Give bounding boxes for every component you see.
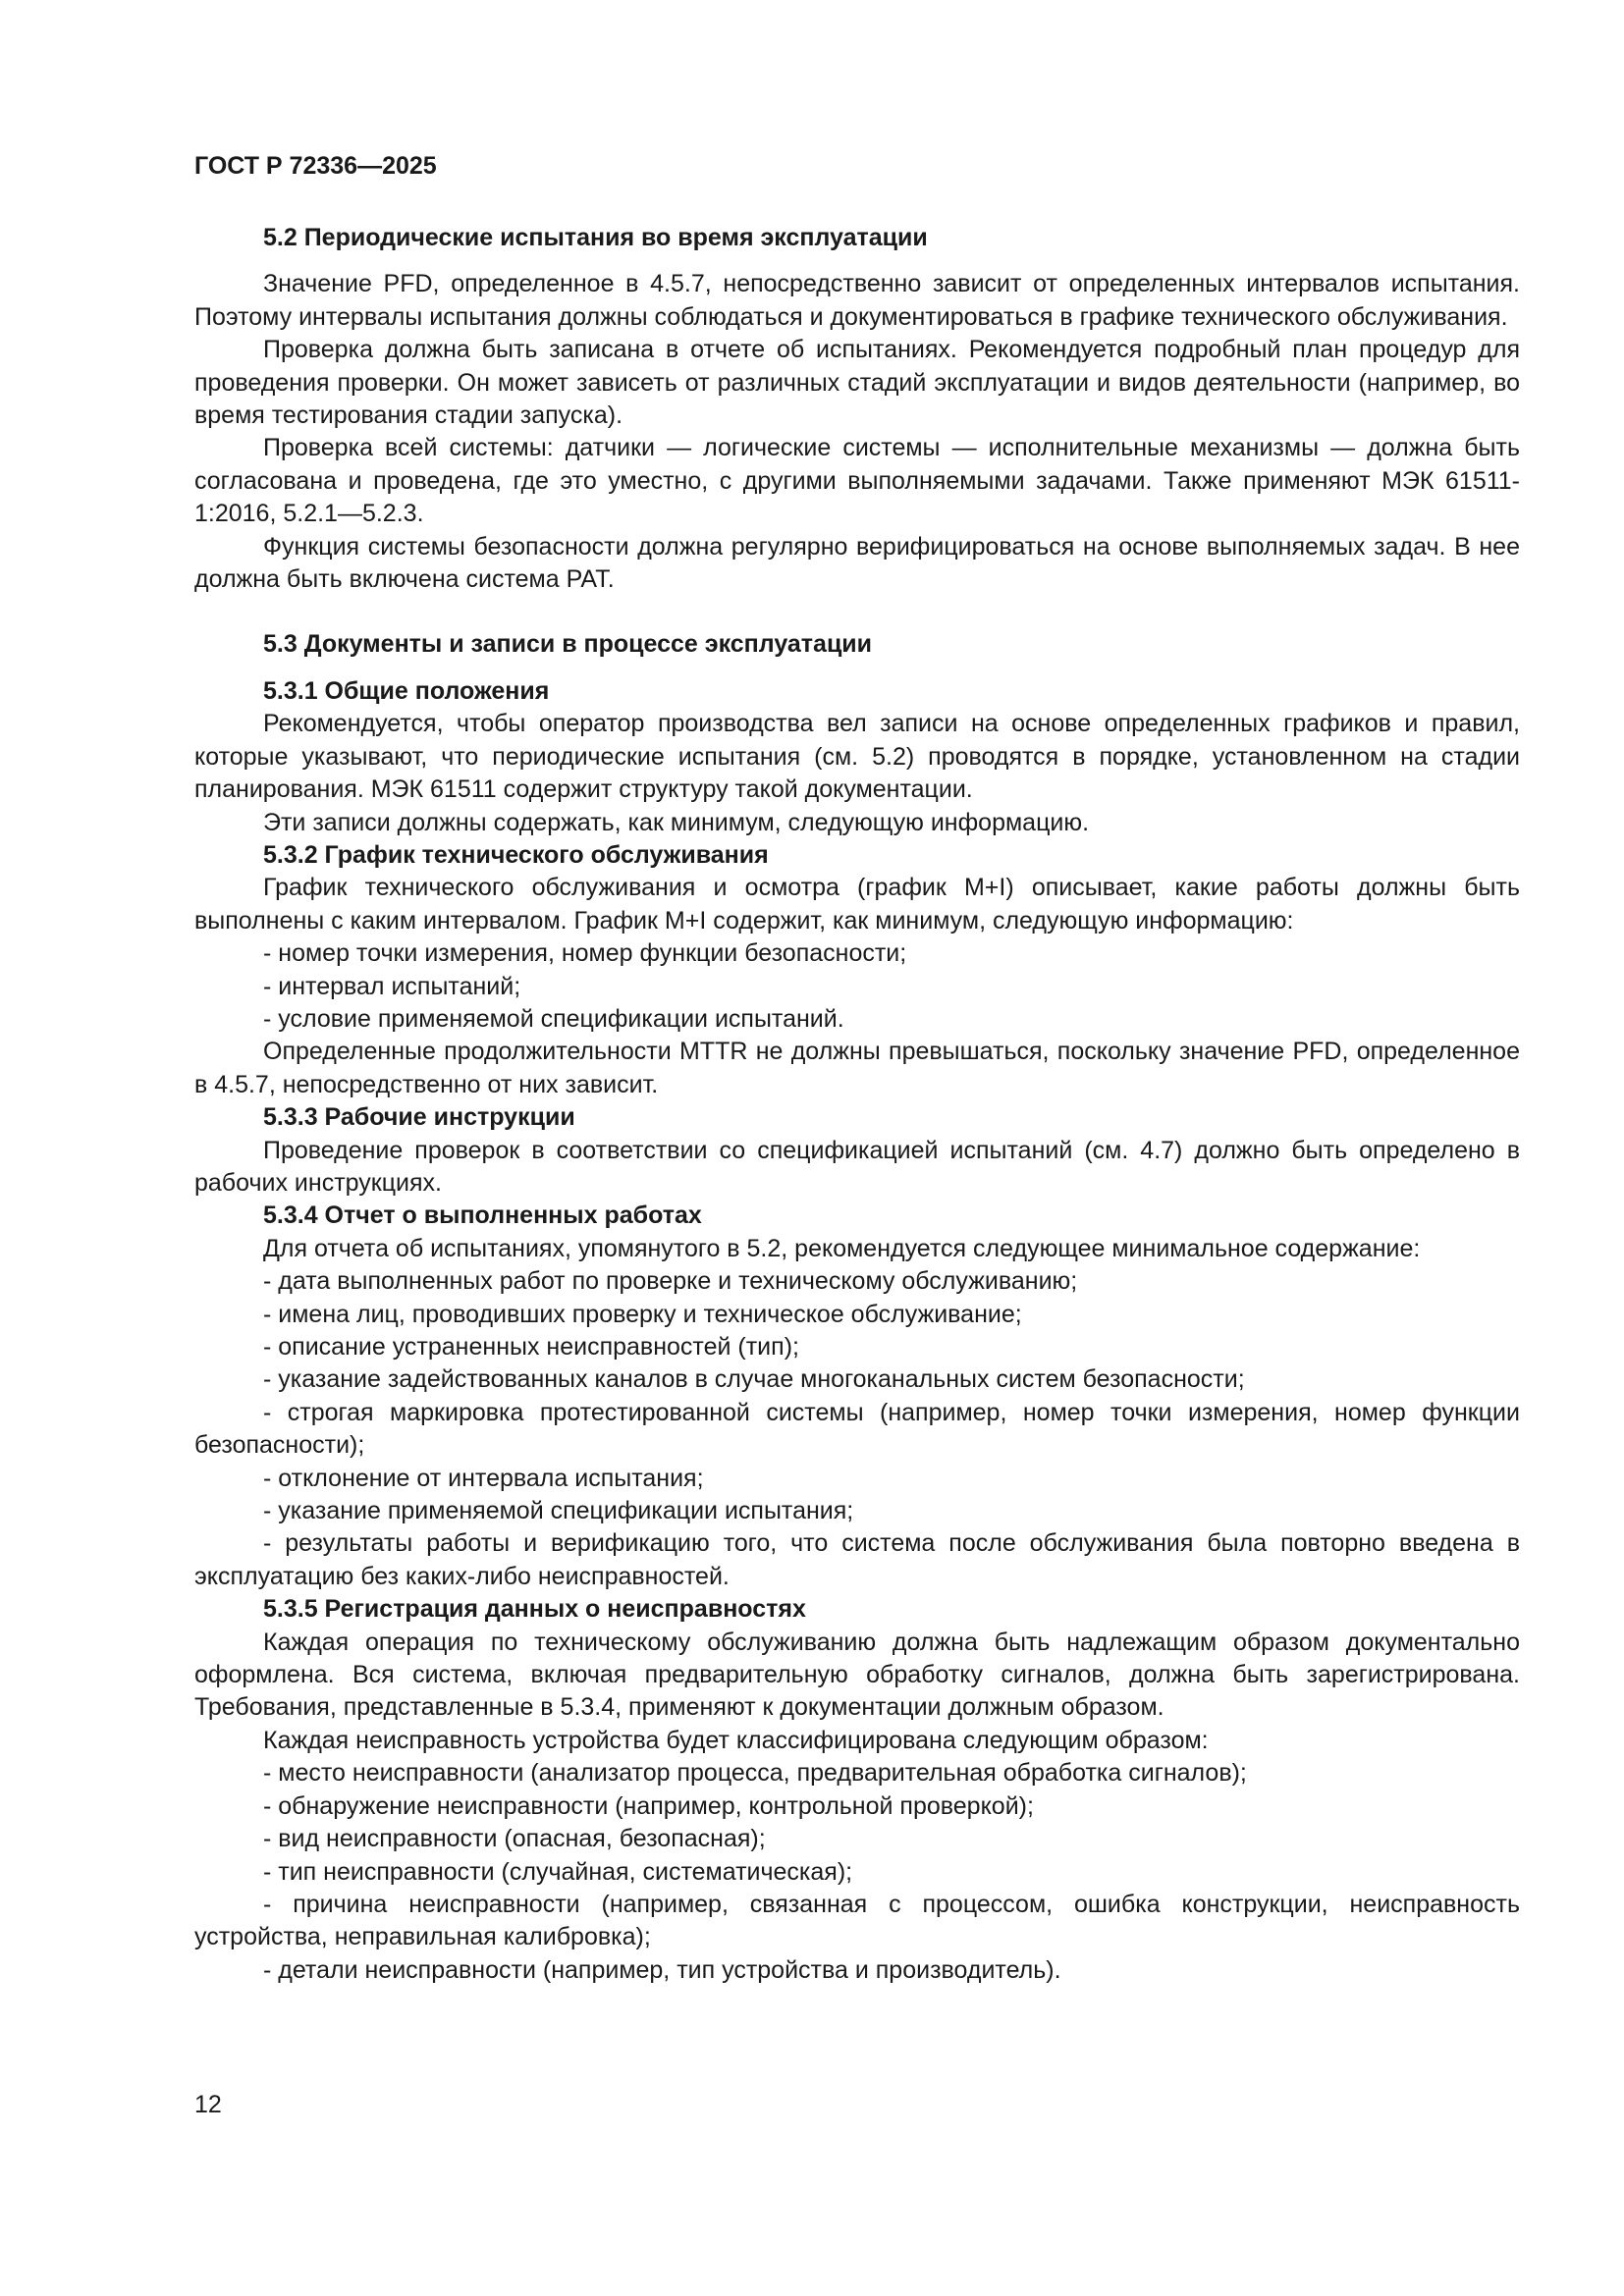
list-item: - детали неисправности (например, тип устройства и производитель). (263, 1955, 1061, 1984)
section-5-3-2-title: 5.3.2 График технического обслуживания (263, 840, 769, 869)
page-content (194, 222, 1520, 1987)
list-item: - номер точки измерения, номер функции безопасности; (263, 939, 907, 968)
list-item: - условие применяемой спецификации испытаний. (263, 1004, 844, 1033)
section-5-3-5-paragraph-2: Каждая неисправность устройства будет классифицирована следующим образом: (263, 1726, 1209, 1754)
section-5-3-1-paragraph-1: Рекомендуется, чтобы оператор производства вел записи на основе определенных графиков и правил, которые указывают, что периодические испытания (см. 5.2) проводятся в порядке, установленном на стадии планирования. МЭК 61511 содержит структуру такой документации. (194, 710, 1520, 804)
section-5-3-3-title: 5.3.3 Рабочие инструкции (263, 1103, 575, 1132)
list-item: - указание применяемой спецификации испытания; (263, 1497, 854, 1525)
section-5-3-3-paragraph-1: Проведение проверок в соответствии со спецификацией испытаний (см. 4.7) должно быть определено в рабочих инструкциях. (194, 1136, 1520, 1197)
list-item: - место неисправности (анализатор процесса, предварительная обработка сигналов); (263, 1759, 1247, 1788)
list-item: - имена лиц, проводивших проверку и техническое обслуживание; (263, 1300, 1022, 1328)
list-item: - интервал испытаний; (263, 972, 521, 1000)
section-5-2-paragraph-1: Значение PFD, определенное в 4.5.7, непосредственно зависит от определенных интервалов испытания. Поэтому интервалы испытания должны соблюдаться и документироваться в графике технического обслуживания. (194, 270, 1520, 331)
section-5-3-4-title: 5.3.4 Отчет о выполненных работах (263, 1201, 702, 1230)
section-5-3-4-paragraph-1: Для отчета об испытаниях, упомянутого в 5.2, рекомендуется следующее минимальное содержание: (263, 1234, 1421, 1262)
list-item: - описание устраненных неисправностей (тип); (263, 1333, 799, 1361)
section-5-3-2-paragraph-1: График технического обслуживания и осмотра (график M+I) описывает, какие работы должны быть выполнены с каким интервалом. График M+I содержит, как минимум, следующую информацию: (194, 874, 1520, 934)
list-item: - дата выполненных работ по проверке и техническому обслуживанию; (263, 1267, 1078, 1296)
section-5-2-paragraph-3: Проверка всей системы: датчики — логические системы — исполнительные механизмы — должна быть согласована и проведена, где это уместно, с другими выполняемыми задачами. Также применяют МЭК 61511-1:2016, 5.2.1—5.2.3. (194, 434, 1520, 528)
page-number: 12 (194, 2091, 222, 2118)
list-item: - результаты работы и верификацию того, что система после обслуживания была повторно введена в эксплуатацию без каких-либо неисправностей. (194, 1529, 1520, 1590)
section-5-2-paragraph-2: Проверка должна быть записана в отчете об испытаниях. Рекомендуется подробный план процедур для проведения проверки. Он может зависеть от различных стадий эксплуатации и видов деятельности (например, во время тестирования стадии запуска). (194, 336, 1520, 430)
section-5-3-2-paragraph-2: Определенные продолжительности MTTR не должны превышаться, поскольку значение PFD, определенное в 4.5.7, непосредственно от них зависит. (194, 1038, 1520, 1098)
section-5-3-title: 5.3 Документы и записи в процессе эксплуатации (263, 630, 873, 659)
section-5-3-5-paragraph-1: Каждая операция по техническому обслуживанию должна быть надлежащим образом документально оформлена. Вся система, включая предварительную обработку сигналов, должна быть зарегистрирована. Требования, представленные в 5.3.4, применяют к документации должным образом. (194, 1628, 1520, 1722)
section-5-3-1-paragraph-2: Эти записи должны содержать, как минимум, следующую информацию. (263, 808, 1090, 836)
list-item: - отклонение от интервала испытания; (263, 1464, 704, 1492)
section-5-3-1-title: 5.3.1 Общие положения (263, 676, 550, 705)
section-5-3-5-title: 5.3.5 Регистрация данных о неисправностях (263, 1595, 806, 1624)
list-item: - обнаружение неисправности (например, контрольной проверкой); (263, 1791, 1034, 1820)
list-item: - тип неисправности (случайная, систематическая); (263, 1857, 853, 1886)
list-item: - строгая маркировка протестированной системы (например, номер точки измерения, номер функции безопасности); (194, 1398, 1520, 1460)
list-item: - указание задействованных каналов в случае многоканальных систем безопасности; (263, 1365, 1245, 1394)
list-item: - вид неисправности (опасная, безопасная); (263, 1825, 766, 1853)
section-5-2-paragraph-4: Функция системы безопасности должна регулярно верифицироваться на основе выполняемых задач. В нее должна быть включена система PAT. (194, 532, 1520, 594)
section-5-2-title: 5.2 Периодические испытания во время эксплуатации (263, 224, 928, 251)
document-header: ГОСТ Р 72336—2025 (194, 152, 437, 180)
list-item: - причина неисправности (например, связанная с процессом, ошибка конструкции, неисправность устройства, неправильная калибровка); (194, 1890, 1520, 1951)
